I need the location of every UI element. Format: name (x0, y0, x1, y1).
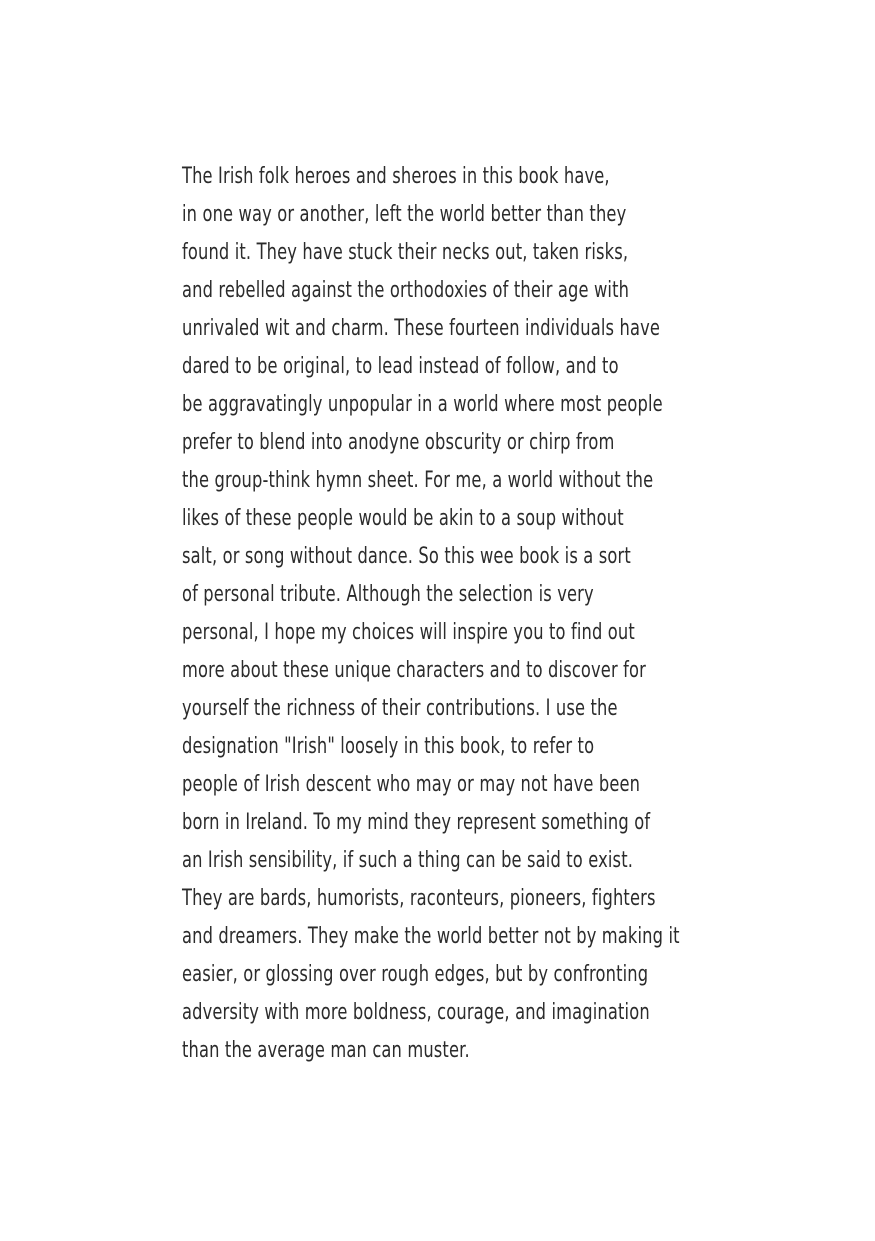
text-line: personal, I hope my choices will inspire you to find out (182, 620, 635, 645)
text-line: salt, or song without dance. So this wee book is a sort (182, 544, 631, 569)
text-line: born in Ireland. To my mind they represent something of (182, 810, 651, 835)
text-line: an Irish sensibility, if such a thing can be said to exist. (182, 848, 634, 873)
text-line: and dreamers. They make the world better not by making it (182, 924, 680, 949)
text-line: yourself the richness of their contributions. I use the (182, 696, 618, 721)
text-line: They are bards, humorists, raconteurs, pioneers, fighters (182, 886, 656, 911)
text-line: people of Irish descent who may or may not have been (182, 772, 641, 797)
text-line: adversity with more boldness, courage, and imagination (182, 1000, 650, 1025)
text-line: prefer to blend into anodyne obscurity or chirp from (182, 430, 615, 455)
text-line: more about these unique characters and to discover for (182, 658, 646, 683)
text-line: likes of these people would be akin to a soup without (182, 506, 624, 531)
text-line: easier, or glossing over rough edges, but by confronting (182, 962, 649, 987)
text-line: unrivaled wit and charm. These fourteen individuals have (182, 316, 661, 341)
text-line: the group-think hymn sheet. For me, a world without the (182, 468, 654, 493)
text-line: and rebelled against the orthodoxies of their age with (182, 278, 630, 303)
text-line: dared to be original, to lead instead of follow, and to (182, 354, 619, 379)
body-paragraph (182, 158, 702, 1070)
text-line: designation "Irish" loosely in this book, to refer to (182, 734, 595, 759)
text-line: in one way or another, left the world better than they (182, 202, 627, 227)
text-line: found it. They have stuck their necks out, taken risks, (182, 240, 629, 265)
text-line: than the average man can muster. (182, 1038, 470, 1063)
text-line: The Irish folk heroes and sheroes in this book have, (182, 164, 610, 189)
text-line: be aggravatingly unpopular in a world where most people (182, 392, 663, 417)
text-line: of personal tribute. Although the selection is very (182, 582, 594, 607)
